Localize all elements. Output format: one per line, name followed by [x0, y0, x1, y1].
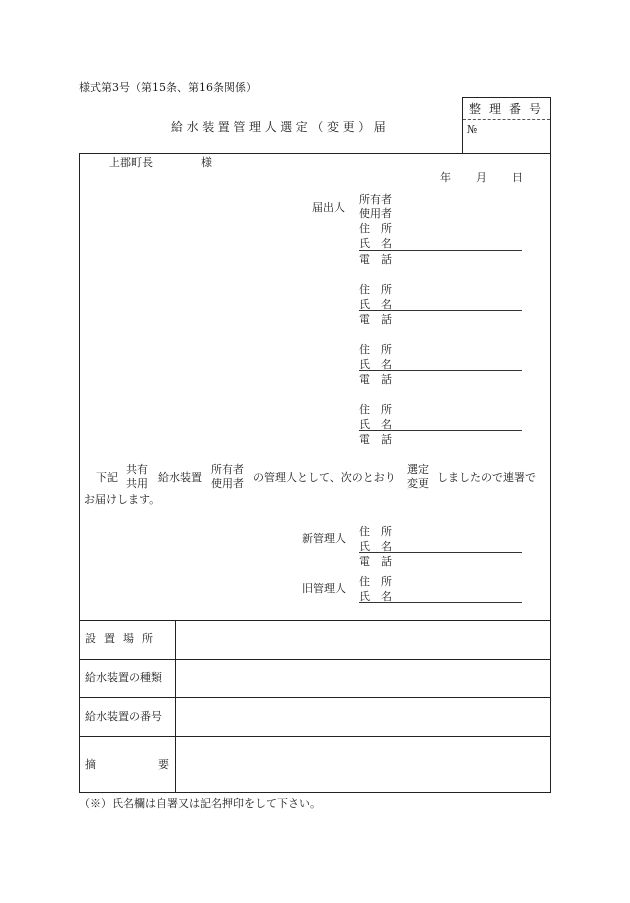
applicant-owner: 所有者	[359, 193, 392, 206]
table-number-value[interactable]	[176, 698, 550, 736]
body-user: 使用者	[211, 477, 244, 490]
new-manager-name-line	[359, 552, 522, 553]
applicant-name-line	[359, 250, 522, 251]
applicant3-name-label: 氏名	[359, 358, 403, 371]
body-change: 変更	[407, 477, 429, 490]
applicant3-phone-label: 電話	[359, 373, 403, 386]
applicant4-name-line	[359, 430, 522, 431]
applicant2-name-label: 氏名	[359, 298, 403, 311]
applicant4-phone-label: 電話	[359, 433, 403, 446]
new-manager-phone-label: 電話	[359, 555, 403, 568]
form-number: 様式第3号（第15条、第16条関係）	[79, 81, 257, 94]
applicant3-name-line	[359, 370, 522, 371]
old-manager-name-line	[359, 602, 522, 603]
date-month: 月	[476, 171, 487, 184]
table-location-value[interactable]	[176, 621, 550, 659]
applicant2-phone-label: 電話	[359, 313, 403, 326]
old-manager-name-label: 氏名	[359, 590, 403, 603]
old-manager-label: 旧管理人	[302, 582, 346, 595]
body-select: 選定	[407, 463, 429, 476]
body-shared: 共有	[126, 463, 148, 476]
old-manager-address-label: 住所	[359, 575, 403, 588]
applicant4-name-label: 氏名	[359, 418, 403, 431]
number-box-label: 整理番号	[469, 102, 550, 116]
date-year: 年	[440, 171, 451, 184]
date-day: 日	[512, 171, 523, 184]
applicant3-address-label: 住所	[359, 343, 403, 356]
form-title	[171, 120, 390, 134]
applicant2-address-label: 住所	[359, 283, 403, 296]
form-title-text: 給水装置管理人選定（変更）届	[171, 120, 390, 134]
new-manager-address-label: 住所	[359, 525, 403, 538]
applicant2-name-line	[359, 310, 522, 311]
table-summary-label-1: 摘	[85, 758, 96, 771]
table-number-label: 給水装置の番号	[85, 710, 162, 723]
body-prefix: 下記	[96, 471, 118, 484]
addressee-name: 上郡町長	[109, 156, 153, 169]
applicant-user: 使用者	[359, 207, 392, 220]
table-location-label: 設置場所	[85, 632, 161, 645]
footnote: （※）氏名欄は自署又は記名押印をして下さい。	[79, 797, 321, 810]
body-device: 給水装置	[158, 471, 202, 484]
applicant-phone-label: 電話	[359, 253, 403, 266]
table-summary-label-2: 要	[158, 758, 169, 771]
body-line2: お届けします。	[84, 493, 161, 506]
new-manager-name-label: 氏名	[359, 540, 403, 553]
body-suffix: しましたので連署で	[437, 471, 536, 484]
table-summary-value[interactable]	[176, 737, 550, 792]
body-owner: 所有者	[211, 463, 244, 476]
table-type-value[interactable]	[176, 660, 550, 697]
applicant4-address-label: 住所	[359, 403, 403, 416]
body-middle: の管理人として、次のとおり	[253, 471, 396, 484]
applicant-name-label: 氏名	[359, 237, 403, 250]
table-type-label: 給水装置の種類	[85, 671, 162, 684]
applicant-label: 届出人	[312, 201, 345, 214]
body-common-use: 共用	[126, 477, 148, 490]
addressee-suffix: 様	[201, 156, 212, 169]
new-manager-label: 新管理人	[302, 532, 346, 545]
applicant-address-label: 住所	[359, 222, 403, 235]
number-box-no: №	[467, 123, 478, 136]
